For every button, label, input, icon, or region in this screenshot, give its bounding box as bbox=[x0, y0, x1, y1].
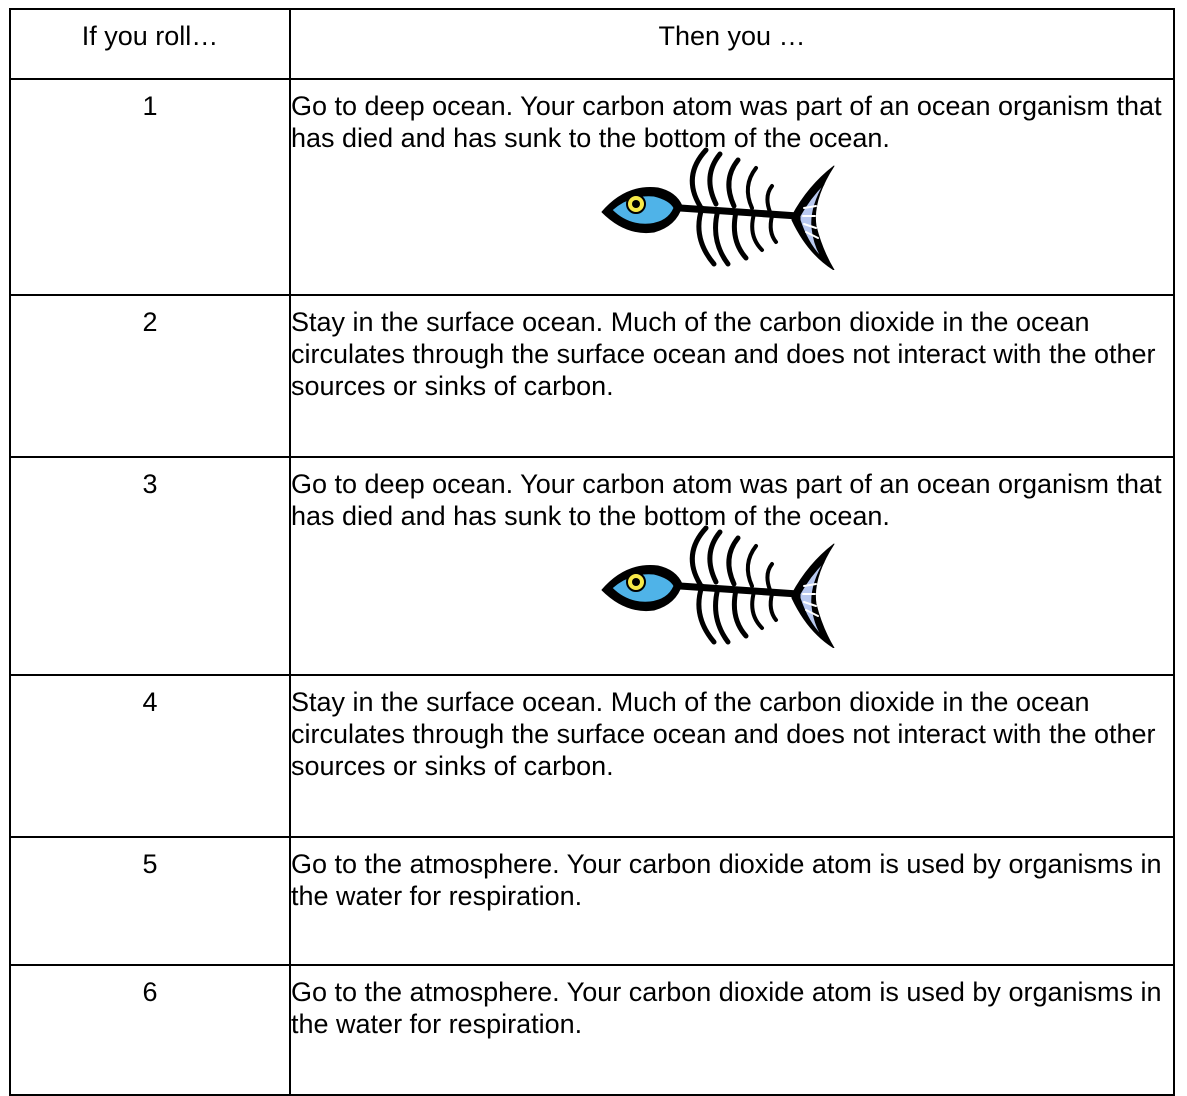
result-cell bbox=[290, 457, 1174, 675]
roll-cell bbox=[10, 79, 290, 295]
table-row bbox=[10, 79, 1174, 295]
result-text: Go to the atmosphere. Your carbon dioxide atom is used by organisms in the water for respiration. bbox=[291, 977, 1162, 1039]
roll-cell bbox=[10, 965, 290, 1095]
result-text: Stay in the surface ocean. Much of the carbon dioxide in the ocean circulates through the surface ocean and does not interact with the other sources or sinks of carbon. bbox=[291, 687, 1156, 781]
fish-skeleton-icon bbox=[596, 146, 836, 270]
header-result-cell bbox=[290, 9, 1174, 79]
table-row bbox=[10, 675, 1174, 837]
result-cell bbox=[290, 295, 1174, 457]
table-row bbox=[10, 837, 1174, 965]
table-header-row bbox=[10, 9, 1174, 79]
roll-cell bbox=[10, 295, 290, 457]
header-result-label: Then you … bbox=[658, 21, 806, 51]
result-cell bbox=[290, 79, 1174, 295]
header-roll-label: If you roll… bbox=[81, 21, 219, 51]
fish-skeleton-icon bbox=[596, 524, 836, 648]
roll-value: 2 bbox=[142, 307, 158, 337]
table-row bbox=[10, 295, 1174, 457]
roll-value: 5 bbox=[142, 849, 158, 879]
result-text: Go to deep ocean. Your carbon atom was part of an ocean organism that has died and has sunk to the bottom of the ocean. bbox=[291, 91, 1162, 153]
header-roll-cell bbox=[10, 9, 290, 79]
result-text: Go to the atmosphere. Your carbon dioxide atom is used by organisms in the water for respiration. bbox=[291, 849, 1162, 911]
result-cell bbox=[290, 965, 1174, 1095]
roll-value: 1 bbox=[142, 91, 158, 121]
roll-outcome-table bbox=[9, 8, 1175, 1096]
roll-value: 4 bbox=[142, 687, 158, 717]
roll-cell bbox=[10, 837, 290, 965]
result-cell bbox=[290, 675, 1174, 837]
table-row bbox=[10, 457, 1174, 675]
table-row bbox=[10, 965, 1174, 1095]
result-cell bbox=[290, 837, 1174, 965]
roll-cell bbox=[10, 457, 290, 675]
roll-value: 3 bbox=[142, 469, 158, 499]
result-text: Go to deep ocean. Your carbon atom was part of an ocean organism that has died and has sunk to the bottom of the ocean. bbox=[291, 469, 1162, 531]
result-text: Stay in the surface ocean. Much of the carbon dioxide in the ocean circulates through the surface ocean and does not interact with the other sources or sinks of carbon. bbox=[291, 307, 1156, 401]
roll-value: 6 bbox=[142, 977, 158, 1007]
roll-cell bbox=[10, 675, 290, 837]
